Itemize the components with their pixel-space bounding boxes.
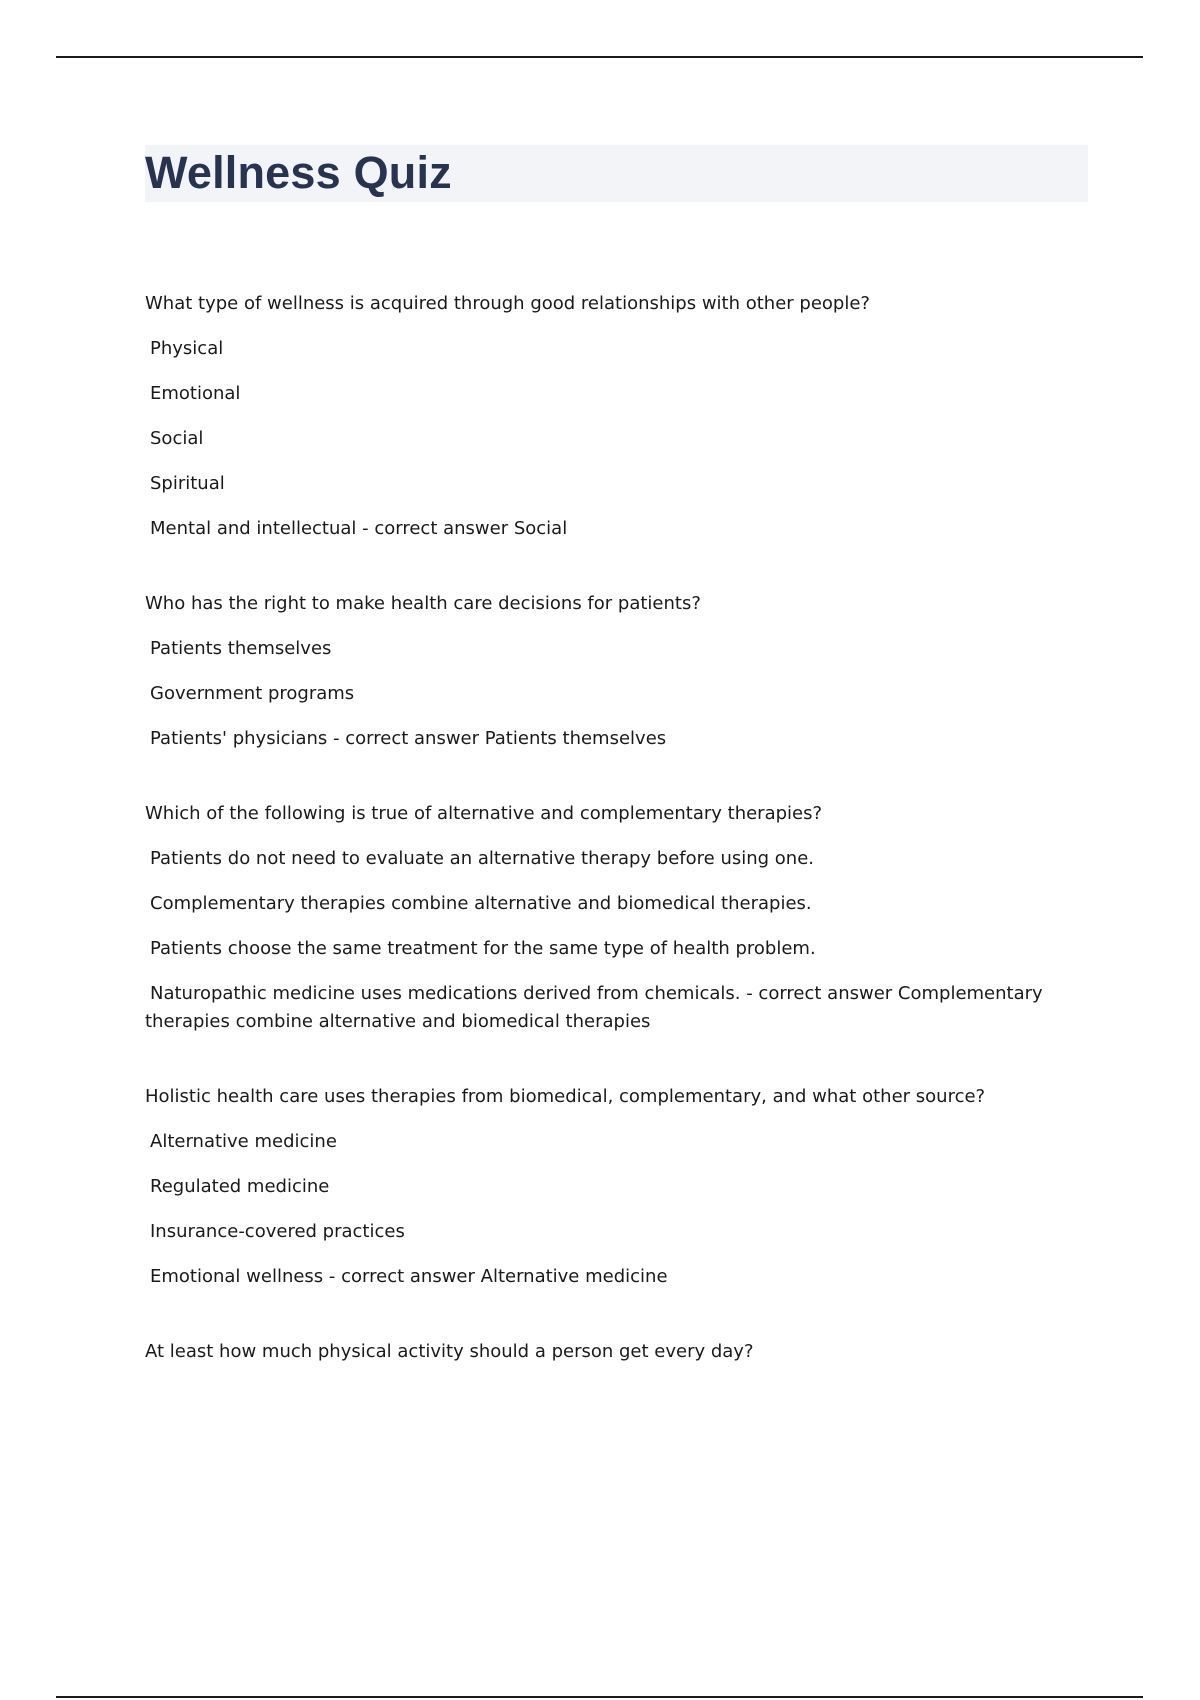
page-title: Wellness Quiz	[145, 147, 452, 198]
question-text: Who has the right to make health care decisions for patients?	[145, 593, 701, 614]
correct-answer: Complementary therapies combine alternative and biomedical therapies	[145, 983, 1043, 1032]
answer-option: Government programs	[150, 683, 355, 704]
question-block	[145, 1083, 1065, 1291]
answer-option: Patients choose the same treatment for the same type of health problem.	[150, 938, 816, 959]
question-block	[145, 800, 1065, 1036]
question-block	[145, 590, 1065, 753]
bottom-rule	[56, 1696, 1143, 1698]
answer-option-text: Patients' physicians	[150, 728, 328, 749]
question-block	[145, 1338, 1065, 1366]
answer-option-with-correct-answer	[145, 1263, 1065, 1291]
answer-option: Regulated medicine	[150, 1176, 330, 1197]
top-rule	[56, 56, 1143, 58]
correct-answer: Alternative medicine	[480, 1266, 668, 1287]
question-block	[145, 290, 1065, 543]
correct-answer: Patients themselves	[484, 728, 667, 749]
answer-option-with-correct-answer	[145, 725, 1065, 753]
answer-option-text: Emotional wellness	[150, 1266, 324, 1287]
answer-option: Emotional	[150, 383, 241, 404]
answer-option-text: Naturopathic medicine uses medications derived from chemicals.	[150, 983, 741, 1004]
answer-option: Complementary therapies combine alternative and biomedical therapies.	[150, 893, 812, 914]
answer-option: Social	[150, 428, 204, 449]
correct-answer: Social	[513, 518, 568, 539]
answer-option: Physical	[150, 338, 224, 359]
answer-option: Spiritual	[150, 473, 225, 494]
correct-answer-prefix: - correct answer	[356, 518, 514, 539]
correct-answer-prefix: - correct answer	[740, 983, 898, 1004]
answer-option: Alternative medicine	[150, 1131, 337, 1152]
answer-option-text: Mental and intellectual	[150, 518, 357, 539]
answer-option-with-correct-answer	[145, 515, 1065, 543]
correct-answer-prefix: - correct answer	[327, 728, 485, 749]
question-text: Which of the following is true of alternative and complementary therapies?	[145, 803, 823, 824]
answer-option: Insurance-covered practices	[150, 1221, 405, 1242]
question-text: At least how much physical activity should a person get every day?	[145, 1341, 754, 1362]
answer-option-with-correct-answer	[145, 980, 1065, 1036]
answer-option: Patients themselves	[150, 638, 332, 659]
quiz-content	[145, 290, 1065, 1383]
answer-option: Patients do not need to evaluate an alternative therapy before using one.	[150, 848, 815, 869]
correct-answer-prefix: - correct answer	[323, 1266, 481, 1287]
question-text: What type of wellness is acquired through good relationships with other people?	[145, 293, 870, 314]
question-text: Holistic health care uses therapies from biomedical, complementary, and what other source?	[145, 1086, 986, 1107]
